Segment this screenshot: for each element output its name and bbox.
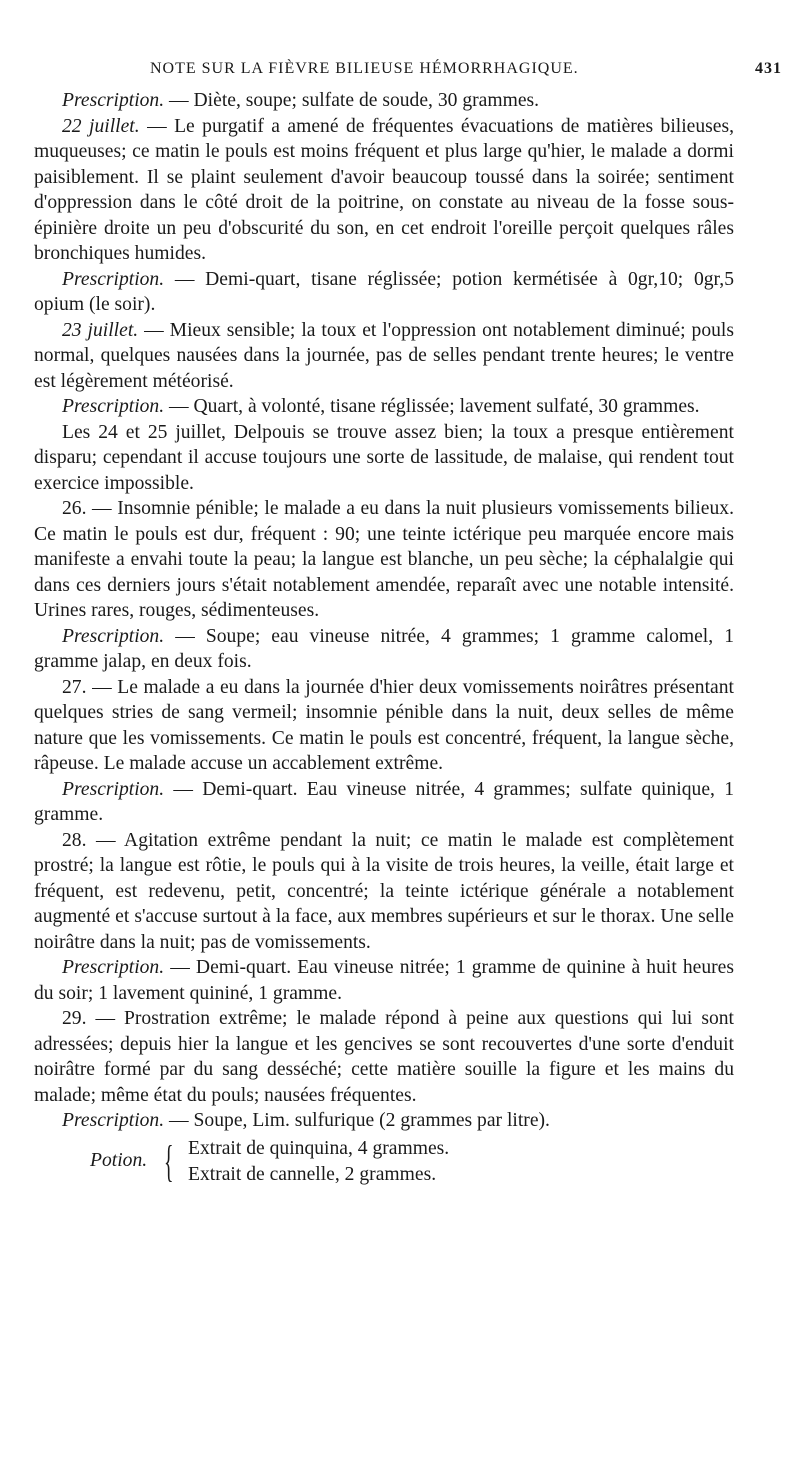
paragraph-text: — Soupe; eau vineuse nitrée, 4 grammes; 1 gramme calomel, 1 gramme jalap, en deux fois. [34, 625, 734, 672]
paragraph-text: 26. — Insomnie pénible; le malade a eu dans la nuit plusieurs vomissements bilieux. Ce matin le pouls est dur, fréquent : 90; une teinte ictérique peu marquée encore mais manifeste a envahi toute la peau; la langue est blanche, un peu sèche; la céphalalgie qui dans ces derniers jours s'était notablement amendée, reparaît avec une notable intensité. Urines rares, rouges, sédimenteuses. [34, 498, 734, 621]
paragraph-lead: Prescription. [62, 778, 165, 800]
paragraph [34, 496, 734, 624]
paragraph [34, 88, 734, 114]
paragraph [34, 1006, 734, 1108]
paragraph-lead: Prescription. [62, 625, 165, 647]
paragraph-text: — Le purgatif a amené de fréquentes évacuations de matières bilieuses, muqueuses; ce matin le pouls est moins fréquent et plus large qu'hier, le malade a dormi paisiblement. Il se plaint seulement d'avoir beaucoup toussé dans la soirée; sentiment d'oppression dans le côté droit de la poitrine, on constate au niveau de la fosse sous-épinière droite un peu d'obscurité du son, en cet endroit l'oreille perçoit quelques râles bronchiques humides. [34, 115, 735, 264]
brace-glyph: { [164, 1136, 174, 1186]
paragraph-text: 29. — Prostration extrême; le malade répond à peine aux questions qui lui sont adressées; depuis hier la langue et les gencives se sont recouvertes d'une sorte d'enduit noirâtre formé par du sang desséché; cette matière souille la figure et les mains du malade; même état du pouls; nausées fréquentes. [34, 1008, 734, 1106]
paragraph-lead: 23 juillet. [62, 319, 139, 341]
paragraph [34, 777, 734, 828]
running-header [34, 56, 782, 88]
paragraph [34, 318, 734, 395]
paragraph-lead: Prescription. [62, 957, 165, 978]
running-title: NOTE SUR LA FIÈVRE BILIEUSE HÉMORRHAGIQUE. [150, 60, 579, 77]
paragraph [34, 1108, 734, 1134]
paragraph-text: 27. — Le malade a eu dans la journée d'hier deux vomissements noirâtres présentant quelques stries de sang vermeil; insomnie pénible dans la nuit, deux selles de même nature que les vomissements. Ce matin le pouls est concentré, fréquent, la langue sèche, râpeuse. Le malade accuse un accablement extrême. [34, 676, 734, 774]
paragraph [34, 675, 734, 777]
paragraph-text: — Diète, soupe; sulfate de soude, 30 grammes. [164, 90, 540, 111]
paragraph-text: — Demi-quart, tisane réglissée; potion kermétisée à 0gr,10; 0gr,5 opium (le soir). [34, 268, 734, 315]
potion-formula [34, 1136, 734, 1192]
paragraph-lead: Prescription. [62, 268, 165, 290]
paragraph-lead: Prescription. [62, 1110, 165, 1131]
article-body [34, 88, 734, 1192]
potion-line-2: Extrait de cannelle, 2 grammes. [188, 1163, 437, 1185]
paragraph [34, 624, 734, 675]
paragraph-text: — Quart, à volonté, tisane réglissée; lavement sulfaté, 30 grammes. [164, 396, 700, 417]
paragraph-text: 28. — Agitation extrême pendant la nuit; ce matin le malade est complètement prostré; la langue est rôtie, le pouls qui à la visite de trois heures, la veille, était large et fréquent, est redevenu, petit, concentré; la teinte ictérique générale a notablement augmenté et s'accuse surtout à la face, aux membres supérieurs et sur le thorax. Une selle noirâtre dans la nuit; pas de vomissements. [34, 829, 734, 953]
paragraph [34, 420, 734, 497]
paragraph [34, 114, 734, 267]
paragraph [34, 828, 734, 956]
paragraph [34, 394, 734, 420]
paragraph-text: — Soupe, Lim. sulfurique (2 grammes par litre). [164, 1110, 550, 1131]
paragraph-text: — Demi-quart. Eau vineuse nitrée; 1 gramme de quinine à huit heures du soir; 1 lavement quininé, 1 gramme. [34, 957, 734, 1004]
page [34, 56, 782, 1192]
potion-label: Potion. [90, 1149, 148, 1171]
page-number: 431 [755, 60, 782, 77]
potion-line-1: Extrait de quinquina, 4 grammes. [188, 1137, 450, 1159]
paragraph-text: — Demi-quart. Eau vineuse nitrée, 4 grammes; sulfate quinique, 1 gramme. [34, 778, 734, 825]
paragraph-text: Les 24 et 25 juillet, Delpouis se trouve assez bien; la toux a presque entièrement disparu; cependant il accuse toujours une sorte de lassitude, de malaise, qui rendent tout exercice impossible. [34, 421, 734, 494]
paragraph [34, 267, 734, 318]
paragraph [34, 955, 734, 1006]
paragraph-text: — Mieux sensible; la toux et l'oppression ont notablement diminué; pouls normal, quelques nausées dans la journée, pas de selles pendant trente heures; le ventre est légèrement météorisé. [34, 319, 734, 392]
paragraph-lead: 22 juillet. [62, 115, 140, 137]
paragraph-lead: Prescription. [62, 90, 165, 111]
paragraph-lead: Prescription. [62, 396, 165, 417]
